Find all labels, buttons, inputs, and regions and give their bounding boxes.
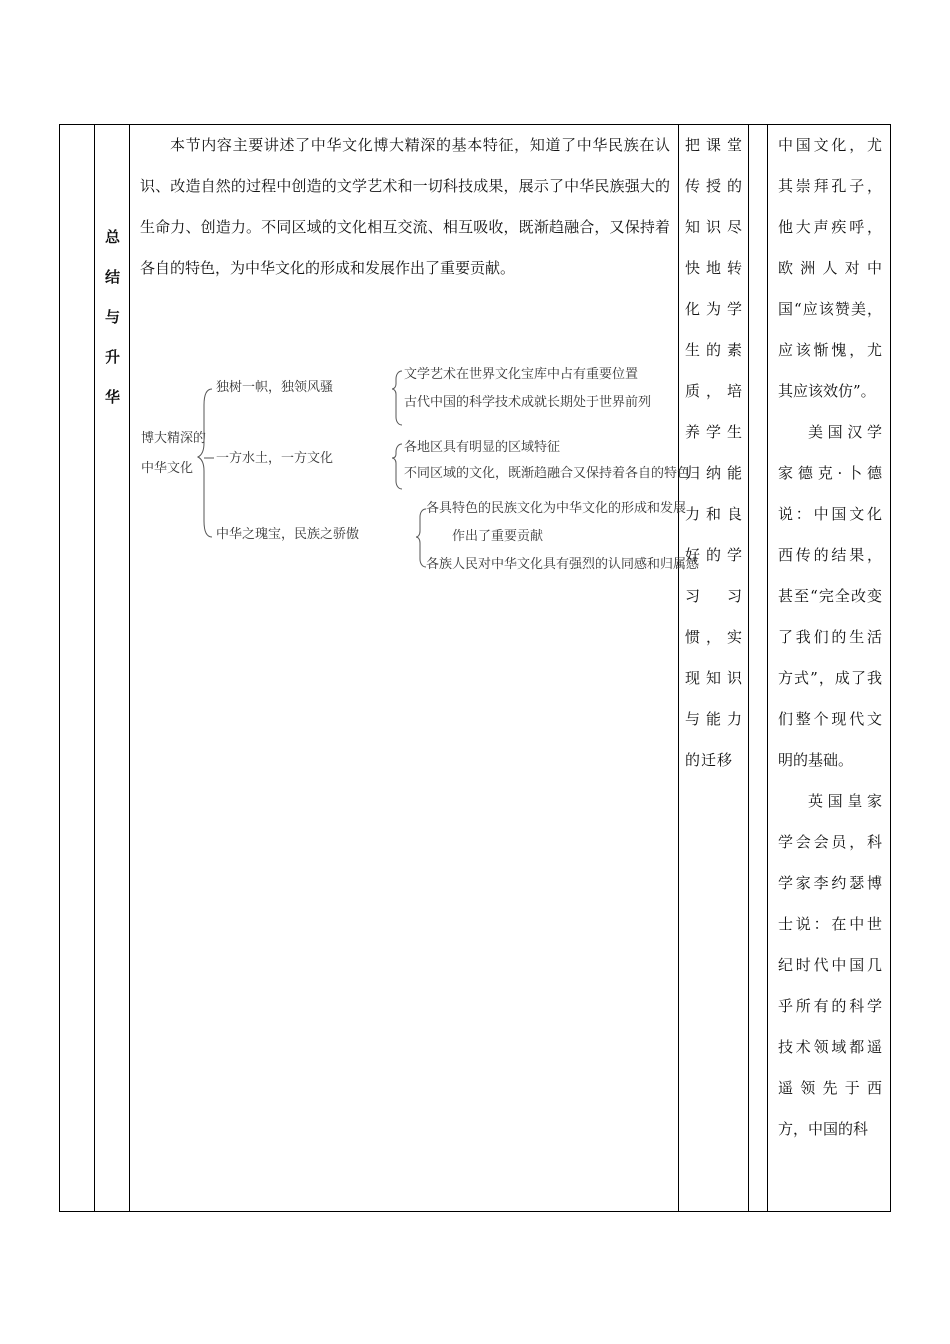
design-intent-cell bbox=[679, 125, 749, 1211]
stage-title-char: 升 bbox=[104, 348, 120, 366]
stage-title-char: 总 bbox=[104, 228, 120, 246]
branch-item: 各具特色的民族文化为中华文化的形成和发展 bbox=[426, 501, 687, 516]
note-paragraph: 美国汉学家德克·卜德说：中国文化西传的结果，甚至“完全改变了我们的生活方式”，成了我们整个现代文明的基础。 bbox=[778, 423, 882, 769]
concept-map bbox=[136, 351, 700, 581]
note-paragraph: 中国文化，尤其崇拜孔子，他大声疾呼，欧洲人对中国“应该赞美，应该惭愧，尤其应该效仿”。 bbox=[778, 136, 882, 400]
stage-title-char: 华 bbox=[104, 388, 120, 406]
branch-item: 各地区具有明显的区域特征 bbox=[404, 440, 561, 455]
design-intent-text: 把课堂传授的知识尽快地转化为学生的素质，培养学生归纳能力和良好的学习习惯，实现知识与能力的迁移 bbox=[685, 136, 743, 769]
branch-brace bbox=[392, 444, 402, 489]
branch-item: 作出了重要贡献 bbox=[452, 529, 544, 544]
branch-brace bbox=[392, 371, 402, 425]
stage-cell bbox=[95, 125, 130, 1211]
branch-label: 独树一帜，独领风骚 bbox=[216, 380, 334, 395]
mindmap-root-line1: 博大精深的 bbox=[141, 431, 207, 446]
branch-item: 古代中国的科学技术成就长期处于世界前列 bbox=[404, 395, 652, 410]
branch-item: 不同区域的文化，既渐趋融合又保持着各自的特色 bbox=[404, 466, 691, 481]
notes-cell bbox=[768, 125, 890, 1211]
stage-title bbox=[95, 217, 130, 417]
branch-label: 一方水土，一方文化 bbox=[216, 451, 334, 466]
branch-item: 文学艺术在世界文化宝库中占有重要位置 bbox=[404, 367, 639, 382]
summary-paragraph: 本节内容主要讲述了中华文化博大精深的基本特征，知道了中华民族在认识、改造自然的过程中创造的文学艺术和一切科技成果，展示了中华民族强大的生命力、创造力。不同区域的文化相互交流、相互吸收，既渐趋融合，又保持着各自的特色，为中华文化的形成和发展作出了重要贡献。 bbox=[140, 136, 670, 277]
note-paragraph: 英国皇家学会会员，科学家李约瑟博士说：在中世纪时代中国几乎所有的科学技术领域都遥遥领先于西方，中国的科 bbox=[778, 792, 882, 1138]
mindmap-root-line2: 中华文化 bbox=[141, 461, 194, 476]
stage-title-char: 结 bbox=[104, 268, 120, 286]
stage-title-char: 与 bbox=[104, 308, 120, 326]
branch-brace bbox=[416, 509, 426, 567]
lesson-table bbox=[59, 124, 891, 1212]
content-cell bbox=[130, 125, 678, 1211]
root-brace bbox=[198, 389, 212, 537]
branch-item: 各族人民对中华文化具有强烈的认同感和归属感 bbox=[426, 557, 700, 572]
branch-label: 中华之瑰宝，民族之骄傲 bbox=[216, 527, 360, 542]
